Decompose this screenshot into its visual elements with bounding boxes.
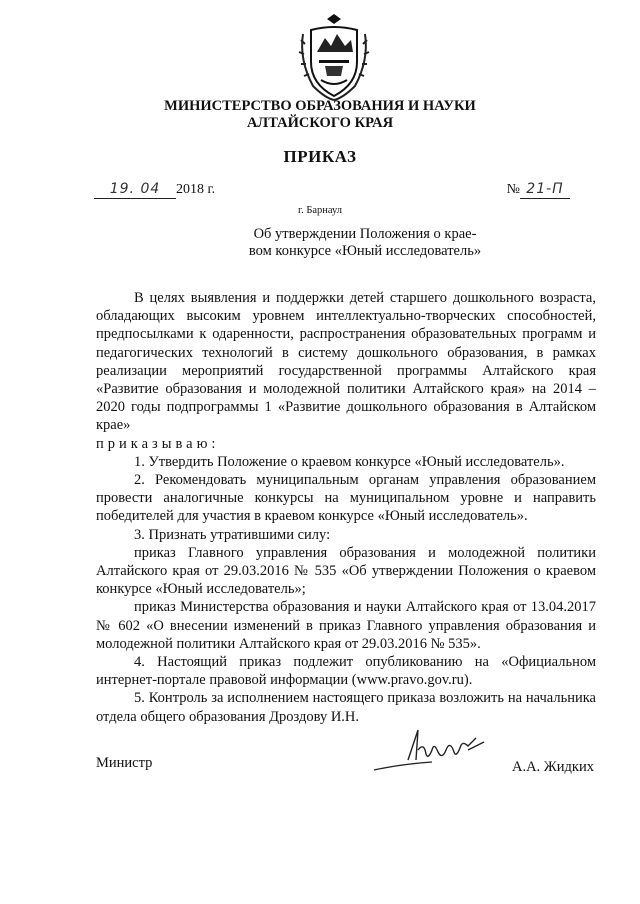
subject-line-1: Об утверждении Положения о крае- [253, 226, 477, 242]
preamble-paragraph: В целях выявления и поддержки детей старшего дошкольного возраста, обладающих высоким уровнем интеллектуально-творческих способностей, предпосылками к одаренности, распространения образовательных программ и педагогических технологий в систему дошкольного образования, в рамках реализации мероприятий государственной программы Алтайского края «Развитие образования и молодежной политики Алтайского края» на 2014 – 2020 годы подпрограммы 1 «Развитие дошкольного образования в Алтайском крае» [96, 290, 596, 434]
handwritten-signature [372, 720, 502, 780]
order-item-3a: приказ Главного управления образования и молодежной политики Алтайского края от 29.03.2016 № 535 «Об утверждении Положения о краевом конкурсе «Юный исследователь»; [96, 544, 596, 598]
date-year: 2018 г. [176, 182, 216, 197]
subject-line-2: вом конкурсе «Юный исследователь» [248, 243, 482, 259]
coat-of-arms-emblem [295, 10, 373, 102]
ministry-line-1: МИНИСТЕРСТВО ОБРАЗОВАНИЯ И НАУКИ [164, 98, 476, 114]
order-word: приказываю: [96, 435, 220, 452]
order-item-5: 5. Контроль за исполнением настоящего приказа возложить на начальника отдела общего образования Дроздову И.Н. [96, 690, 596, 725]
date-handwritten: 19. 04 [109, 181, 161, 197]
signatory-name: А.А. Жидких [511, 759, 594, 775]
ministry-name [0, 98, 640, 132]
document-type-title: ПРИКАЗ [283, 147, 357, 166]
order-item-3: 3. Признать утратившими силу: [134, 526, 331, 543]
signatory-role: Министр [96, 755, 153, 771]
order-item-4: 4. Настоящий приказ подлежит опубликованию на «Официальном интернет-портале правовой информации (www.pravo.gov.ru). [96, 654, 596, 689]
city-label: г. Барнаул [297, 205, 343, 216]
order-body [96, 289, 596, 726]
number-handwritten: 21-П [526, 181, 564, 197]
order-subject [0, 226, 640, 260]
order-item-2: 2. Рекомендовать муниципальным органам управления образованием провести аналогичные конкурсы на муниципальном уровне и направить победителей для участия в краевом конкурсе «Юный исследователь». [96, 472, 596, 525]
number-blank [520, 181, 570, 199]
date-blank [94, 181, 176, 199]
order-number [507, 181, 570, 199]
order-date [94, 181, 215, 203]
ministry-line-2: АЛТАЙСКОГО КРАЯ [246, 115, 394, 131]
order-item-3b: приказ Министерства образования и науки Алтайского края от 13.04.2017 № 602 «О внесении изменений в приказ Главного управления образования и молодежной политики Алтайского края от 29.03.2016 № 535». [96, 599, 596, 652]
number-prefix: № [506, 182, 520, 197]
order-item-1: 1. Утвердить Положение о краевом конкурсе «Юный исследователь». [134, 453, 565, 470]
